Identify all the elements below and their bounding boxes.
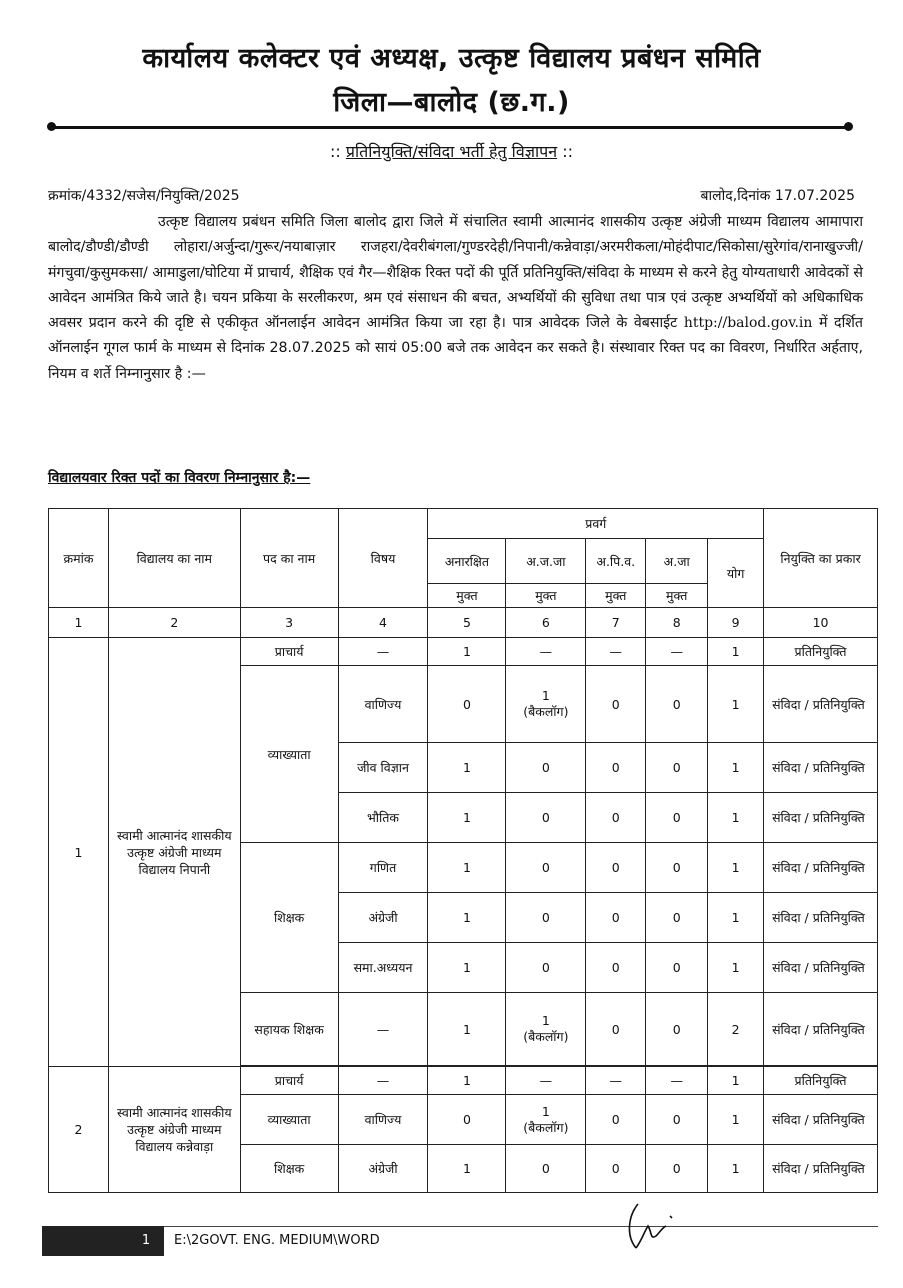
cell: 1 (बैकलॉग) xyxy=(506,1095,586,1145)
cell: 1 xyxy=(708,1067,764,1095)
cell: 0 xyxy=(586,743,646,793)
cell: — xyxy=(338,1067,428,1095)
subject: वाणिज्य xyxy=(338,1095,428,1145)
cell: 1 (बैकलॉग) xyxy=(506,993,586,1066)
post-name: शिक्षक xyxy=(240,843,338,993)
cell: 1 xyxy=(708,1145,764,1193)
col-sc: अ.जा xyxy=(646,539,708,584)
appointment-type: संविदा / प्रतिनियुक्ति xyxy=(764,743,878,793)
col-school: विद्यालय का नाम xyxy=(108,509,240,608)
cell: 1 xyxy=(708,743,764,793)
cell: 0 xyxy=(586,1095,646,1145)
cell: 0 xyxy=(646,793,708,843)
cell: — xyxy=(338,993,428,1066)
col-num: 5 xyxy=(428,608,506,638)
post-name: व्याख्याता xyxy=(240,666,338,843)
col-total: योग xyxy=(708,539,764,608)
cell: 0 xyxy=(586,943,646,993)
subject: जीव विज्ञान xyxy=(338,743,428,793)
cell: 0 xyxy=(506,1145,586,1193)
col-num: 10 xyxy=(764,608,878,638)
subject: समा.अध्ययन xyxy=(338,943,428,993)
post-name: प्राचार्य xyxy=(240,1067,338,1095)
reference-number: क्रमांक/4332/सजेस/नियुक्ति/2025 xyxy=(48,188,240,204)
cell: 0 xyxy=(506,943,586,993)
signature-mark xyxy=(620,1196,690,1256)
col-st: अ.ज.जा xyxy=(506,539,586,584)
free-label: मुक्त xyxy=(506,584,586,608)
cell: 1 xyxy=(708,843,764,893)
cell: 2 xyxy=(708,993,764,1066)
table-heading: विद्यालयवार रिक्त पदों का विवरण निम्नानुसार है:— xyxy=(48,470,311,486)
cell: 1 xyxy=(428,893,506,943)
cell: — xyxy=(506,638,586,666)
appointment-type: संविदा / प्रतिनियुक्ति xyxy=(764,1145,878,1193)
cell: — xyxy=(506,1067,586,1095)
subject: अंग्रेजी xyxy=(338,1145,428,1193)
appointment-type: संविदा / प्रतिनियुक्ति xyxy=(764,666,878,743)
cell: 1 (बैकलॉग) xyxy=(506,666,586,743)
cell: 0 xyxy=(646,666,708,743)
subject: अंग्रेजी xyxy=(338,893,428,943)
cell: 1 xyxy=(428,943,506,993)
cell: 0 xyxy=(506,893,586,943)
cell: 0 xyxy=(646,743,708,793)
appointment-type: संविदा / प्रतिनियुक्ति xyxy=(764,793,878,843)
file-path: E:\2GOVT. ENG. MEDIUM\WORD xyxy=(174,1233,380,1248)
school-sr: 2 xyxy=(49,1067,109,1193)
subject: भौतिक xyxy=(338,793,428,843)
column-number-row xyxy=(49,608,878,638)
intro-paragraph: उत्कृष्ट विद्यालय प्रबंधन समिति जिला बालोद द्वारा जिले में संचालित स्वामी आत्मानंद शासकीय उत्कृष्ट अंग्रेजी माध्यम विद्यालय आमापारा बालोद/डौण्डी/डौण्डी लोहारा/अर्जुन्दा/गुरूर/नयाबाज़ार राजहरा/देवरीबंगला/गुण्डरदेही/निपानी/कन्नेवाड़ा/अरमरीकला/मोहंदीपाट/सिकोसा/सुरेगांव/रानाखुज्जी/मंगचुवा/कुसुमकसा/ आमाडुला/घोटिया में प्राचार्य, शैक्षिक एवं गैर—शैक्षिक रिक्त पदों की पूर्ति प्रतिनियुक्ति/संविदा के माध्यम से करने हेतु योग्यताधारी आवेदकों से आवेदन आमंत्रित किये जाते है। चयन प्रकिया के सरलीकरण, श्रम एवं संसाधन की बचत, अभ्यर्थियों की सुविधा तथा पात्र एवं उत्कृष्ट अभ्यर्थियों को अधिकाधिक अवसर प्रदान करने की दृष्टि से एकीकृत ऑनलाईन आवेदन आमंत्रित किया जा रहा है। पात्र आवेदक जिले के वेबसाईट http://balod.gov.in में दर्शित ऑनलाईन गूगल फार्म के माध्यम से दिनांक 28.07.2025 को सायं 05:00 बजे तक आवेदन कर सकते है। संस्थावार रिक्त पद का विवरण, निर्धारित अर्हताए, नियम व शर्ते निम्नानुसार है :— xyxy=(48,214,863,382)
cell: 1 xyxy=(708,1095,764,1145)
col-ur: अनारक्षित xyxy=(428,539,506,584)
col-num: 8 xyxy=(646,608,708,638)
page-number: 1 xyxy=(128,1226,164,1256)
table-row xyxy=(49,1067,878,1095)
col-sr: क्रमांक xyxy=(49,509,109,608)
appointment-type: प्रतिनियुक्ति xyxy=(764,1067,878,1095)
cell: 0 xyxy=(646,893,708,943)
website-link[interactable]: http://balod.gov.in xyxy=(683,315,813,332)
divider xyxy=(50,126,850,129)
cell: 1 xyxy=(428,843,506,893)
col-type: नियुक्ति का प्रकार xyxy=(764,509,878,608)
ad-title: :: प्रतिनियुक्ति/संविदा भर्ती हेतु विज्ञापन :: xyxy=(330,142,573,161)
cell: 1 xyxy=(428,793,506,843)
cell: 1 xyxy=(708,793,764,843)
post-name: शिक्षक xyxy=(240,1145,338,1193)
free-label: मुक्त xyxy=(586,584,646,608)
cell: 0 xyxy=(586,793,646,843)
col-subject: विषय xyxy=(338,509,428,608)
free-label: मुक्त xyxy=(646,584,708,608)
cell: 1 xyxy=(428,1067,506,1095)
free-label: मुक्त xyxy=(428,584,506,608)
cell: 1 xyxy=(708,893,764,943)
cell: — xyxy=(586,1067,646,1095)
cell: — xyxy=(646,638,708,666)
col-num: 9 xyxy=(708,608,764,638)
cell: 0 xyxy=(646,1145,708,1193)
cell: 0 xyxy=(646,993,708,1066)
subject: गणित xyxy=(338,843,428,893)
cell: 0 xyxy=(506,743,586,793)
cell: 0 xyxy=(506,793,586,843)
footer-block xyxy=(42,1226,128,1256)
cell: 1 xyxy=(708,666,764,743)
post-name: व्याख्याता xyxy=(240,1095,338,1145)
cell: 1 xyxy=(428,993,506,1066)
table-row xyxy=(49,638,878,666)
cell: 1 xyxy=(708,638,764,666)
cell: 0 xyxy=(428,1095,506,1145)
cell: — xyxy=(586,638,646,666)
cell: 0 xyxy=(586,1145,646,1193)
appointment-type: संविदा / प्रतिनियुक्ति xyxy=(764,893,878,943)
cell: 0 xyxy=(586,893,646,943)
appointment-type: संविदा / प्रतिनियुक्ति xyxy=(764,843,878,893)
col-category: प्रवर्ग xyxy=(428,509,764,539)
vacancy-table xyxy=(48,508,878,1193)
cell: 0 xyxy=(428,666,506,743)
col-post: पद का नाम xyxy=(240,509,338,608)
col-num: 6 xyxy=(506,608,586,638)
cell: — xyxy=(646,1067,708,1095)
cell: 1 xyxy=(428,638,506,666)
post-name: सहायक शिक्षक xyxy=(240,993,338,1066)
cell: 0 xyxy=(586,993,646,1066)
subject: वाणिज्य xyxy=(338,666,428,743)
cell: 0 xyxy=(586,843,646,893)
cell: 1 xyxy=(428,1145,506,1193)
cell: 1 xyxy=(708,943,764,993)
footer xyxy=(42,1226,878,1256)
reference-date: बालोद,दिनांक 17.07.2025 xyxy=(700,188,855,204)
cell: 0 xyxy=(646,1095,708,1145)
cell: 1 xyxy=(428,743,506,793)
school-sr: 1 xyxy=(49,638,109,1067)
cell: 0 xyxy=(586,666,646,743)
appointment-type: प्रतिनियुक्ति xyxy=(764,638,878,666)
col-num: 4 xyxy=(338,608,428,638)
school-name: स्वामी आत्मानंद शासकीय उत्कृष्ट अंग्रेजी माध्यम विद्यालय निपानी xyxy=(108,638,240,1067)
col-obc: अ.पि.व. xyxy=(586,539,646,584)
office-title: कार्यालय कलेक्टर एवं अध्यक्ष, उत्कृष्ट विद्यालय प्रबंधन समिति xyxy=(142,43,761,74)
col-num: 2 xyxy=(108,608,240,638)
cell: 0 xyxy=(506,843,586,893)
col-num: 3 xyxy=(240,608,338,638)
appointment-type: संविदा / प्रतिनियुक्ति xyxy=(764,993,878,1066)
cell: 0 xyxy=(646,943,708,993)
header-row xyxy=(49,509,878,539)
cell: 0 xyxy=(646,843,708,893)
col-num: 1 xyxy=(49,608,109,638)
col-num: 7 xyxy=(586,608,646,638)
district-title: जिला—बालोद (छ.ग.) xyxy=(333,87,570,118)
post-name: प्राचार्य xyxy=(240,638,338,666)
appointment-type: संविदा / प्रतिनियुक्ति xyxy=(764,1095,878,1145)
cell: — xyxy=(338,638,428,666)
appointment-type: संविदा / प्रतिनियुक्ति xyxy=(764,943,878,993)
school-name: स्वामी आत्मानंद शासकीय उत्कृष्ट अंग्रेजी माध्यम विद्यालय कन्नेवाड़ा xyxy=(108,1067,240,1193)
